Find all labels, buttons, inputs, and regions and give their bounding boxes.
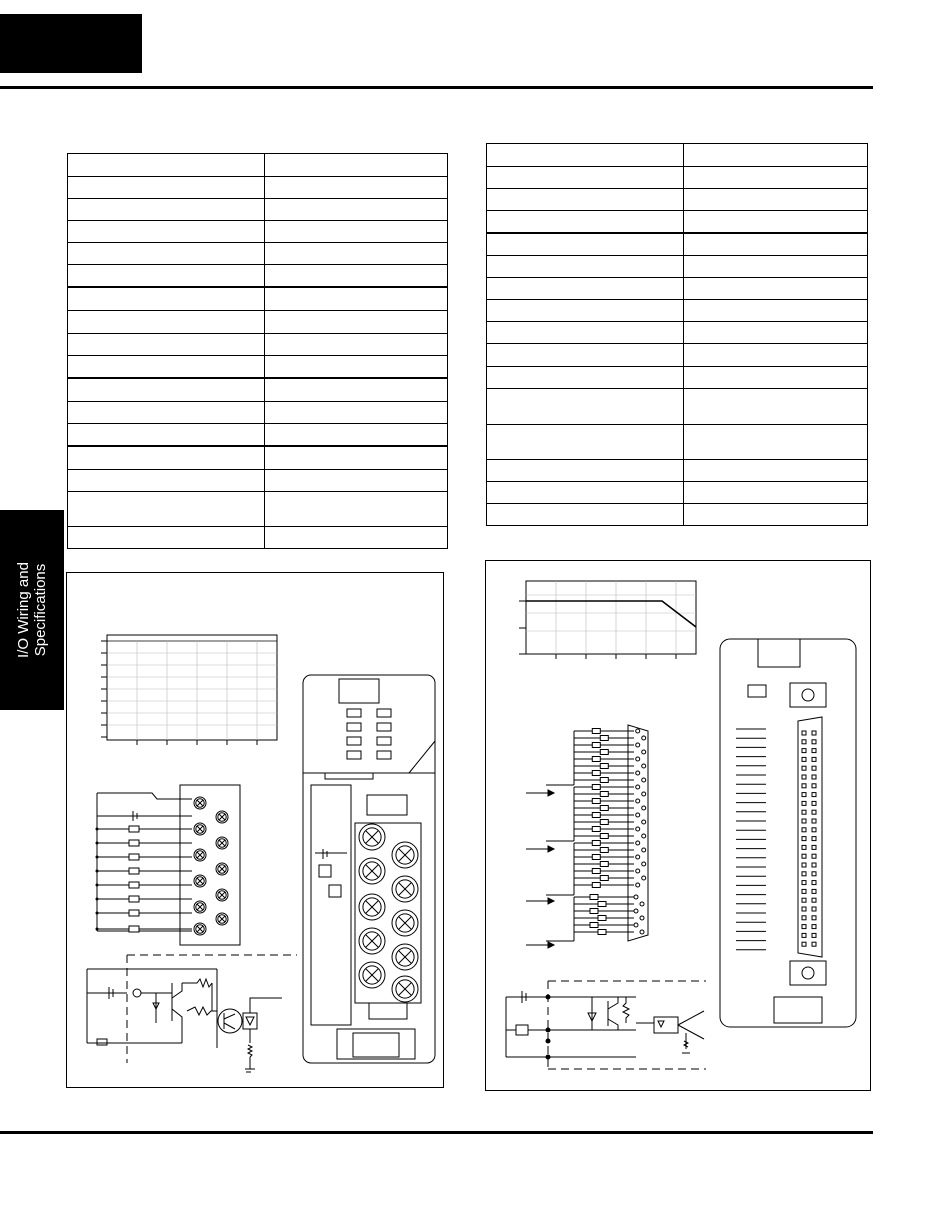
table-row xyxy=(487,504,868,526)
connector-pin xyxy=(802,757,806,761)
spec-value-cell xyxy=(684,189,868,211)
connector-pin xyxy=(642,820,646,824)
resistor xyxy=(592,771,600,776)
table-row xyxy=(487,460,868,482)
connector-pin xyxy=(636,841,640,845)
side-tab-label: I/O Wiring and Specifications xyxy=(15,562,49,658)
connector-pin xyxy=(812,898,816,902)
spec-name-cell xyxy=(68,199,265,221)
spec-value-cell xyxy=(684,504,868,526)
spec-name-cell xyxy=(487,504,684,526)
terminal-screw xyxy=(194,901,206,913)
terminal-screw xyxy=(359,858,385,884)
spec-value-cell xyxy=(265,287,448,311)
terminal-screw xyxy=(216,913,228,925)
connector-pin xyxy=(812,784,816,788)
spec-name-cell xyxy=(68,265,265,288)
module-connector-pins xyxy=(802,731,816,946)
connector-pin xyxy=(640,902,644,906)
spec-value-cell xyxy=(265,243,448,265)
connector-pin xyxy=(636,743,640,747)
connector-pin xyxy=(802,942,806,946)
connector-pin xyxy=(642,778,646,782)
connector-pin xyxy=(812,854,816,858)
table-row xyxy=(487,167,868,189)
resistor xyxy=(598,930,606,935)
connector-pin xyxy=(802,775,806,779)
right-specifications-table xyxy=(486,143,868,526)
spec-value-cell xyxy=(265,154,448,177)
resistor xyxy=(129,826,139,832)
connector-pin xyxy=(812,828,816,832)
module-drawing xyxy=(303,675,435,1063)
resistor xyxy=(598,902,606,907)
connector-pin xyxy=(812,881,816,885)
spec-name-cell xyxy=(487,211,684,234)
connector-pin xyxy=(802,863,806,867)
resistor xyxy=(600,848,608,853)
spec-value-cell xyxy=(684,167,868,189)
connector-pin xyxy=(812,845,816,849)
spec-name-cell xyxy=(487,278,684,300)
resistor xyxy=(600,792,608,797)
spec-value-cell xyxy=(684,460,868,482)
table-row xyxy=(68,311,448,334)
connector-pin xyxy=(802,793,806,797)
table-row xyxy=(487,211,868,234)
spec-name-cell xyxy=(68,378,265,402)
connector-pin xyxy=(642,834,646,838)
connector-pin xyxy=(642,750,646,754)
resistor xyxy=(592,841,600,846)
derating-chart xyxy=(101,635,277,745)
spec-value-cell xyxy=(265,424,448,447)
connector-pin xyxy=(802,810,806,814)
spec-value-cell xyxy=(265,446,448,470)
connector-pin xyxy=(812,872,816,876)
connector-pin xyxy=(636,813,640,817)
table-row xyxy=(68,334,448,356)
table-row xyxy=(487,367,868,389)
table-row xyxy=(68,221,448,243)
resistor xyxy=(129,854,139,860)
resistor xyxy=(592,827,600,832)
derating-chart xyxy=(519,581,696,659)
footer-rule xyxy=(0,1131,873,1134)
terminal-screw xyxy=(392,976,418,1002)
terminal-screw xyxy=(392,842,418,868)
connector-pin xyxy=(636,869,640,873)
table-row xyxy=(68,492,448,527)
connector-pin xyxy=(636,757,640,761)
table-row xyxy=(68,527,448,549)
input-resistors xyxy=(96,826,193,932)
spec-value-cell xyxy=(265,378,448,402)
connector-pin xyxy=(812,933,816,937)
chapter-side-tab[interactable] xyxy=(0,510,64,710)
resistor xyxy=(592,729,600,734)
terminal-screw xyxy=(194,849,206,861)
resistor xyxy=(592,813,600,818)
connector-pin xyxy=(812,793,816,797)
spec-name-cell xyxy=(487,425,684,460)
dsub-pin-rows xyxy=(574,729,646,935)
module-terminal-screws xyxy=(359,824,418,1002)
spec-name-cell xyxy=(487,256,684,278)
spec-value-cell xyxy=(265,402,448,424)
connector-pin xyxy=(802,933,806,937)
spec-value-cell xyxy=(684,144,868,167)
connector-pin xyxy=(636,855,640,859)
left-specifications-table xyxy=(67,153,448,549)
connector-pin xyxy=(812,740,816,744)
connector-pin xyxy=(636,729,640,733)
table-row xyxy=(487,256,868,278)
spec-value-cell xyxy=(684,367,868,389)
spec-name-cell xyxy=(487,167,684,189)
connector-pin xyxy=(802,925,806,929)
equivalent-circuit xyxy=(87,955,297,1072)
spec-name-cell xyxy=(68,334,265,356)
connector-pin xyxy=(812,863,816,867)
connector-pin xyxy=(812,925,816,929)
terminal-screw xyxy=(194,923,206,935)
table-row xyxy=(487,189,868,211)
spec-value-cell xyxy=(684,425,868,460)
connector-pin xyxy=(642,806,646,810)
table-row xyxy=(68,424,448,447)
module-terminal-labels xyxy=(736,729,766,950)
connector-pin xyxy=(636,883,640,887)
spec-value-cell xyxy=(265,334,448,356)
terminal-screw xyxy=(392,876,418,902)
connector-pin xyxy=(802,907,806,911)
spec-name-cell xyxy=(487,189,684,211)
resistor xyxy=(592,743,600,748)
connector-pin xyxy=(802,749,806,753)
terminal-screw xyxy=(194,823,206,835)
resistor xyxy=(590,909,598,914)
resistor xyxy=(600,764,608,769)
connector-pin xyxy=(812,837,816,841)
connector-pin xyxy=(802,916,806,920)
connector-pin xyxy=(812,766,816,770)
resistor xyxy=(600,736,608,741)
connector-pin xyxy=(812,757,816,761)
table-row xyxy=(487,425,868,460)
terminal-screw xyxy=(359,962,385,988)
spec-name-cell xyxy=(68,287,265,311)
connector-pin xyxy=(802,801,806,805)
resistor xyxy=(598,916,606,921)
spec-value-cell xyxy=(265,265,448,288)
right-wiring-diagram-panel xyxy=(485,560,871,1091)
spec-name-cell xyxy=(68,492,265,527)
terminal-screw xyxy=(216,863,228,875)
terminal-screw xyxy=(359,824,385,850)
table-row xyxy=(487,322,868,344)
connector-pin xyxy=(802,766,806,770)
connector-pin xyxy=(802,854,806,858)
connector-pin xyxy=(802,898,806,902)
connector-pin xyxy=(812,775,816,779)
table-row xyxy=(68,243,448,265)
spec-value-cell xyxy=(265,470,448,492)
resistor xyxy=(592,757,600,762)
connector-pin xyxy=(802,845,806,849)
spec-name-cell xyxy=(487,344,684,367)
terminal-screw xyxy=(194,875,206,887)
table-row xyxy=(68,154,448,177)
spec-value-cell xyxy=(684,482,868,504)
table-row xyxy=(487,144,868,167)
table-row xyxy=(68,287,448,311)
connector-pin xyxy=(812,907,816,911)
connector-pin xyxy=(642,862,646,866)
spec-name-cell xyxy=(68,356,265,379)
module-front-view xyxy=(720,639,856,1027)
connector-pin xyxy=(636,771,640,775)
connector-pin xyxy=(802,740,806,744)
left-wiring-diagram xyxy=(67,573,443,1087)
spec-name-cell xyxy=(68,154,265,177)
spec-name-cell xyxy=(68,527,265,549)
terminal-screw xyxy=(194,797,206,809)
terminal-screws xyxy=(194,797,228,935)
spec-value-cell xyxy=(265,177,448,199)
spec-name-cell xyxy=(68,221,265,243)
resistor xyxy=(129,910,139,916)
table-row xyxy=(68,177,448,199)
connector-pin xyxy=(812,916,816,920)
connector-pin xyxy=(642,876,646,880)
connector-pin xyxy=(642,792,646,796)
spec-name-cell xyxy=(487,233,684,256)
header-rule xyxy=(0,86,873,89)
resistor xyxy=(592,855,600,860)
table-row xyxy=(68,199,448,221)
spec-value-cell xyxy=(684,322,868,344)
spec-value-cell xyxy=(265,199,448,221)
table-row xyxy=(487,389,868,425)
connector-pin xyxy=(802,819,806,823)
spec-value-cell xyxy=(684,256,868,278)
spec-value-cell xyxy=(684,278,868,300)
table-row xyxy=(68,470,448,492)
connector-pin xyxy=(642,736,646,740)
spec-name-cell xyxy=(487,300,684,322)
terminal-screw xyxy=(359,894,385,920)
connector-pin xyxy=(802,889,806,893)
connector-pin xyxy=(812,801,816,805)
resistor xyxy=(129,926,139,932)
connector-pin xyxy=(636,785,640,789)
table-row xyxy=(487,278,868,300)
resistor xyxy=(129,896,139,902)
spec-value-cell xyxy=(684,211,868,234)
table-row xyxy=(487,344,868,367)
chapter-header-block xyxy=(0,14,142,73)
connector-pin xyxy=(812,810,816,814)
right-wiring-diagram xyxy=(486,561,870,1090)
terminal-screw xyxy=(392,944,418,970)
spec-name-cell xyxy=(487,482,684,504)
connector-pin xyxy=(802,872,806,876)
terminal-screw xyxy=(392,910,418,936)
spec-value-cell xyxy=(684,389,868,425)
table-row xyxy=(487,482,868,504)
resistor xyxy=(600,806,608,811)
spec-value-cell xyxy=(265,311,448,334)
table-row xyxy=(68,378,448,402)
spec-name-cell xyxy=(487,322,684,344)
connector-pin xyxy=(642,848,646,852)
resistor xyxy=(129,882,139,888)
spec-value-cell xyxy=(265,221,448,243)
table-row xyxy=(487,300,868,322)
resistor xyxy=(592,799,600,804)
spec-name-cell xyxy=(68,470,265,492)
connector-pin xyxy=(802,784,806,788)
spec-name-cell xyxy=(68,424,265,447)
spec-name-cell xyxy=(487,460,684,482)
resistor xyxy=(590,895,598,900)
spec-value-cell xyxy=(265,356,448,379)
table-row xyxy=(487,233,868,256)
left-wiring-diagram-panel xyxy=(66,572,444,1088)
resistor xyxy=(600,750,608,755)
terminal-screw xyxy=(216,889,228,901)
connector-pin xyxy=(640,930,644,934)
equivalent-circuit xyxy=(506,981,706,1069)
resistor xyxy=(590,923,598,928)
resistor xyxy=(600,820,608,825)
connector-pin xyxy=(634,909,638,913)
resistor xyxy=(600,778,608,783)
connector-pin xyxy=(812,749,816,753)
connector-pin xyxy=(812,819,816,823)
resistor xyxy=(600,834,608,839)
connector-pin xyxy=(802,837,806,841)
spec-name-cell xyxy=(68,243,265,265)
terminal-screw xyxy=(216,811,228,823)
spec-name-cell xyxy=(68,311,265,334)
connector-pin xyxy=(812,942,816,946)
resistor xyxy=(600,876,608,881)
terminal-screw xyxy=(359,928,385,954)
resistor xyxy=(129,868,139,874)
connector-pin xyxy=(802,881,806,885)
input-arrows xyxy=(526,790,554,948)
table-row xyxy=(68,446,448,470)
spec-value-cell xyxy=(265,527,448,549)
terminal-screw xyxy=(216,837,228,849)
spec-value-cell xyxy=(684,344,868,367)
spec-name-cell xyxy=(487,144,684,167)
connector-pin xyxy=(812,889,816,893)
table-row xyxy=(68,265,448,288)
spec-name-cell xyxy=(68,446,265,470)
connector-pin xyxy=(812,731,816,735)
table-row xyxy=(68,402,448,424)
connector-pin xyxy=(636,827,640,831)
spec-name-cell xyxy=(487,367,684,389)
table-row xyxy=(68,356,448,379)
spec-value-cell xyxy=(265,492,448,527)
resistor xyxy=(592,785,600,790)
connector-pin xyxy=(802,731,806,735)
spec-name-cell xyxy=(487,389,684,425)
spec-name-cell xyxy=(68,402,265,424)
spec-value-cell xyxy=(684,300,868,322)
connector-pin xyxy=(642,764,646,768)
resistor xyxy=(600,862,608,867)
spec-name-cell xyxy=(68,177,265,199)
resistor xyxy=(592,883,600,888)
resistor xyxy=(129,840,139,846)
connector-pin xyxy=(634,895,638,899)
connector-pin xyxy=(802,828,806,832)
connector-pin xyxy=(634,923,638,927)
connector-pin xyxy=(640,916,644,920)
connector-pin xyxy=(636,799,640,803)
resistor xyxy=(592,869,600,874)
spec-value-cell xyxy=(684,233,868,256)
